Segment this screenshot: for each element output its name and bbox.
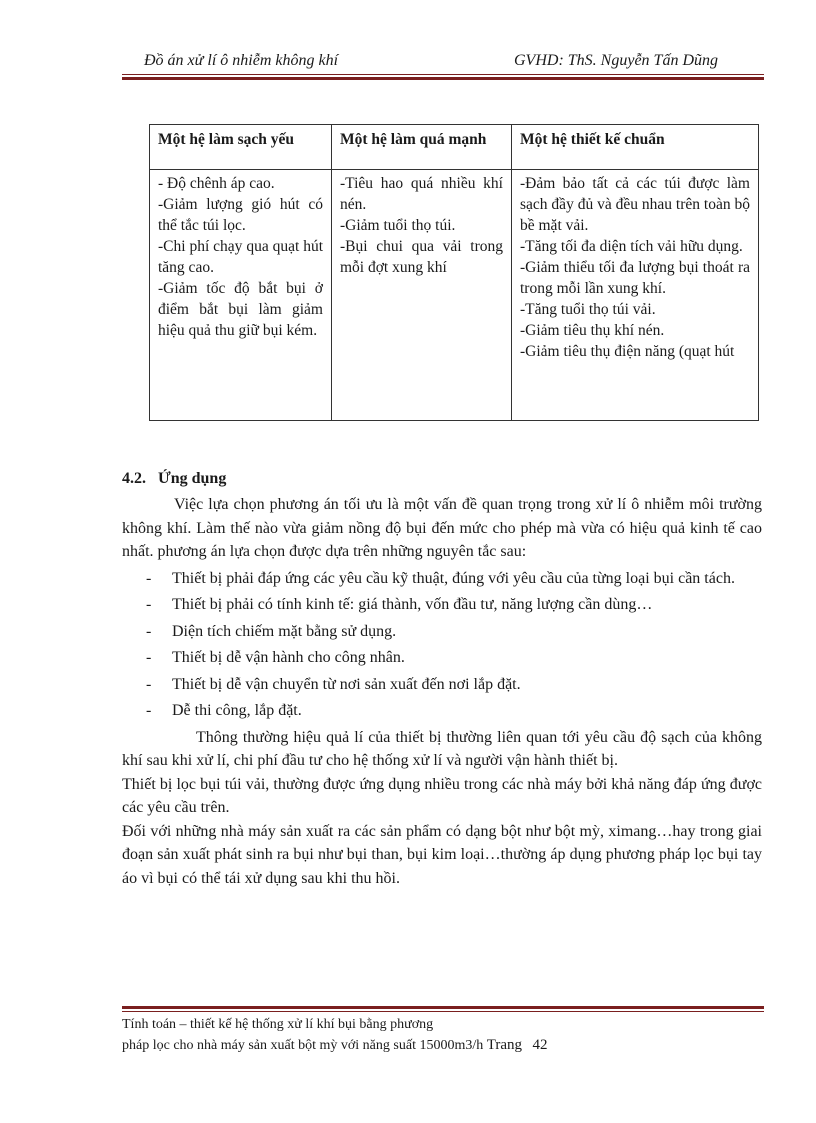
table-row [150, 170, 759, 421]
cell-line: -Giảm tốc độ bắt bụi ở điểm bắt bụi làm giảm hiệu quả thu giữ bụi kém. [158, 280, 323, 339]
header-rule-thin [122, 74, 764, 75]
header-rule-thick [122, 77, 764, 80]
footer-line-1: Tính toán – thiết kế hệ thống xử lí khí bụi bằng phương [122, 1017, 434, 1032]
bullet-dash: - [146, 596, 152, 613]
table-header-weak: Một hệ làm sạch yếu [150, 125, 332, 170]
page-footer [122, 1015, 762, 1056]
list-item-text: Diện tích chiếm mặt bằng sử dụng. [172, 622, 397, 640]
bullet-dash: - [146, 649, 152, 666]
table-header-strong: Một hệ làm quá mạnh [332, 125, 512, 170]
list-item-text: Thiết bị dễ vận chuyển từ nơi sản xuất đến nơi lắp đặt. [172, 675, 521, 693]
list-item-text: Thiết bị dễ vận hành cho công nhân. [172, 649, 405, 666]
footer-line-2: pháp lọc cho nhà máy sản xuất bột mỳ với năng suất 15000m3/h [122, 1038, 484, 1053]
table-header-row [150, 125, 759, 170]
list-item [122, 673, 762, 697]
header-document-title: Đồ án xử lí ô nhiễm không khí [144, 52, 339, 69]
footer-rule-thin [122, 1011, 764, 1012]
section-heading [122, 470, 226, 488]
cell-line: -Tiêu hao quá nhiều khí nén. [340, 175, 503, 213]
table-cell-weak [150, 170, 332, 421]
cell-line: - Độ chênh áp cao. [158, 175, 275, 192]
paragraph-efficiency: Thông thường hiệu quả lí của thiết bị thường liên quan tới yêu cầu độ sạch của không khí sau khi xử lí, chi phí đầu tư cho hệ thống xử lí và người vận hành thiết bị. [122, 728, 762, 769]
cell-line: -Giảm tiêu thụ khí nén. [520, 322, 665, 339]
page-number: 42 [532, 1037, 548, 1053]
list-item-text: Thiết bị phải đáp ứng các yêu cầu kỹ thuật, đúng với yêu cầu của từng loại bụi cần tách. [172, 569, 735, 587]
bullet-dash: - [146, 675, 152, 693]
intro-paragraph: Việc lựa chọn phương án tối ưu là một vấn đề quan trọng trong xử lí ô nhiễm môi trường không khí. Làm thế nào vừa giảm nồng độ bụi đến mức cho phép mà vừa có hiệu quả kinh tế cao nhất. phương án lựa chọn được dựa trên những nguyên tắc sau: [122, 496, 762, 560]
section-title: Ứng dụng [158, 470, 227, 487]
list-item-text: Thiết bị phải có tính kinh tế: giá thành, vốn đầu tư, năng lượng cần dùng… [172, 596, 653, 613]
bullet-dash: - [146, 702, 152, 719]
paragraph-application: Đối với những nhà máy sản xuất ra các sản phẩm có dạng bột như bột mỳ, ximang…hay trong giai đoạn sản xuất phát sinh ra bụi như bụi than, bụi kim loại…thường áp dụng phương pháp lọc bụi tay áo vì bụi có thể tái xử dụng sau khi thu hồi. [122, 822, 762, 887]
table-cell-strong [332, 170, 512, 421]
cell-line: -Giảm tuổi thọ túi. [340, 217, 456, 234]
page-label: Trang [486, 1037, 523, 1053]
cell-line: -Giảm thiểu tối đa lượng bụi thoát ra trong mỗi lần xung khí. [520, 259, 750, 297]
paragraph-bag-filter: Thiết bị lọc bụi túi vải, thường được ứng dụng nhiều trong các nhà máy bởi khả năng đáp ứng được các yêu cầu trên. [122, 775, 762, 816]
list-item [122, 593, 762, 617]
cell-line: -Chi phí chạy qua quạt hút tăng cao. [158, 238, 323, 276]
bullet-dash: - [146, 622, 152, 640]
bullet-dash: - [146, 569, 152, 587]
table-header-standard: Một hệ thiết kế chuẩn [512, 125, 759, 170]
cell-line: -Giảm lượng gió hút có thể tắc túi lọc. [158, 196, 323, 234]
body-text [122, 493, 762, 890]
cell-line: -Tăng tối đa diện tích vải hữu dụng. [520, 238, 743, 255]
list-item [122, 620, 762, 644]
list-item-text: Dễ thi công, lắp đặt. [172, 702, 302, 719]
footer-rule-thick [122, 1006, 764, 1009]
cell-line: -Đảm bảo tất cả các túi được làm sạch đầy đủ và đều nhau trên toàn bộ bề mặt vải. [520, 175, 750, 234]
cell-line: -Giảm tiêu thụ điện năng (quạt hút [520, 343, 735, 360]
list-item [122, 567, 762, 591]
comparison-table [149, 124, 759, 421]
list-item [122, 646, 762, 670]
list-item [122, 699, 762, 723]
section-number: 4.2. [122, 470, 146, 487]
cell-line: -Bụi chui qua vải trong mỗi đợt xung khí [340, 238, 503, 276]
table-cell-standard [512, 170, 759, 421]
header-supervisor: GVHD: ThS. Nguyễn Tấn Dũng [514, 52, 718, 69]
cell-line: -Tăng tuổi thọ túi vải. [520, 301, 656, 318]
